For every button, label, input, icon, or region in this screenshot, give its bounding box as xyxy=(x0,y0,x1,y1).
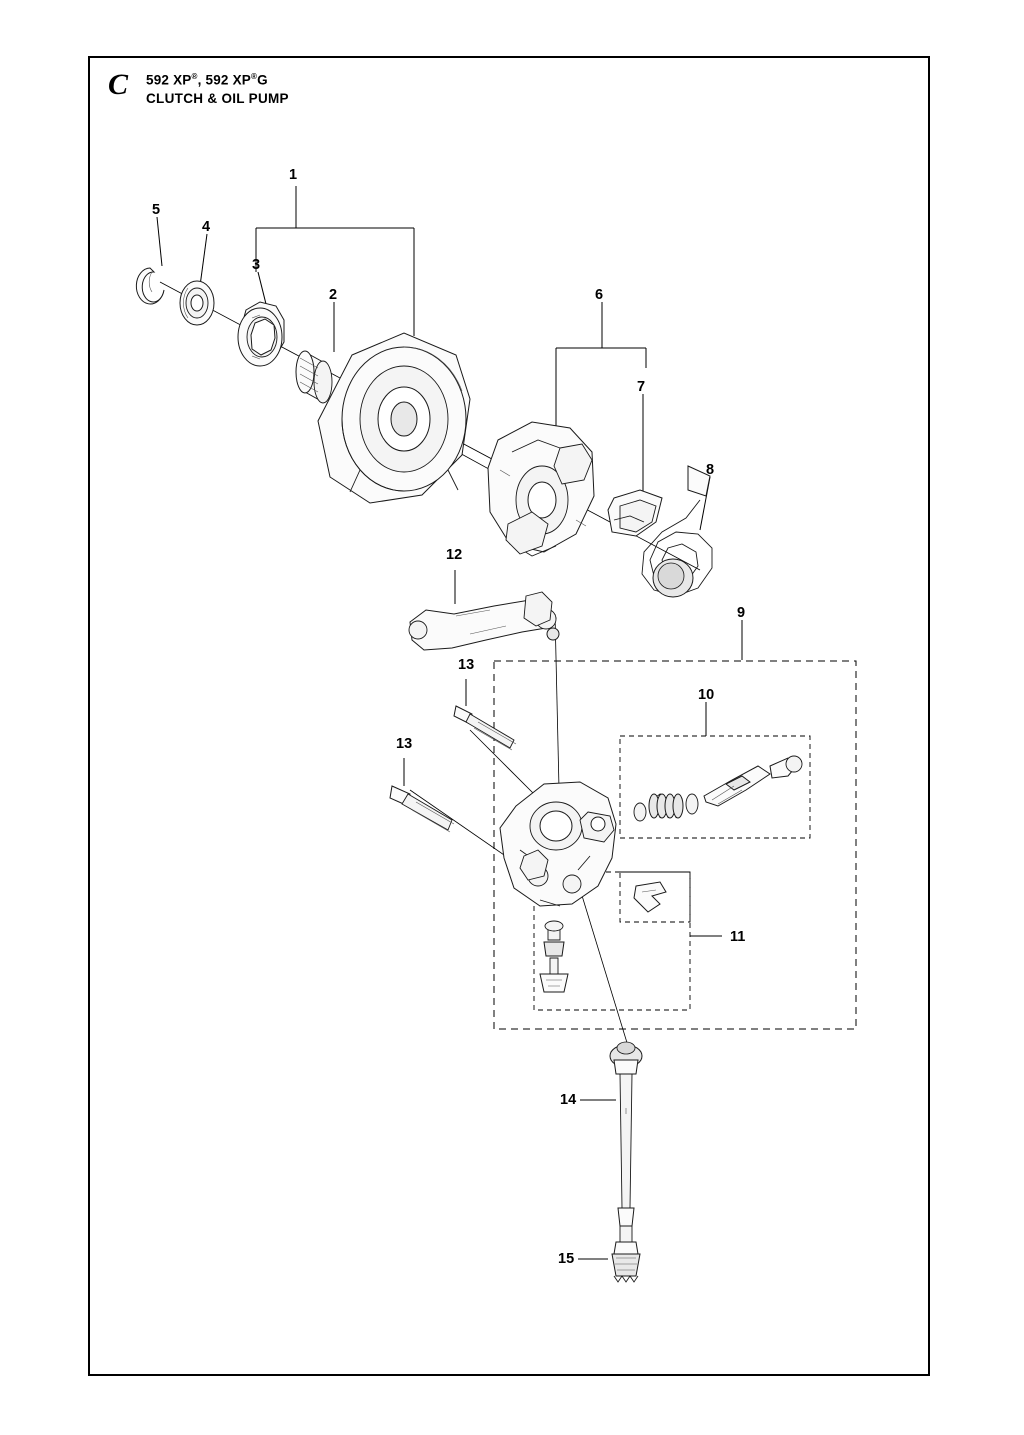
registered-mark-1: ® xyxy=(191,72,198,81)
callout-1: 1 xyxy=(289,167,298,183)
part-14-oil-hose xyxy=(610,1042,642,1242)
registered-mark-2: ® xyxy=(250,72,258,81)
callout-5: 5 xyxy=(152,202,161,218)
part-10-pump-plunger xyxy=(634,756,802,821)
callout-7: 7 xyxy=(637,379,646,395)
callout-14: 14 xyxy=(560,1092,577,1108)
part-7-clutch-shoe xyxy=(608,490,662,536)
part-3-rim-sprocket xyxy=(238,302,284,366)
callout-6: 6 xyxy=(595,287,604,303)
section-name: CLUTCH & OIL PUMP xyxy=(146,91,289,107)
group-10-box xyxy=(620,736,810,838)
section-letter: C xyxy=(108,68,128,101)
callout-4: 4 xyxy=(202,219,211,235)
part-8-clutch-spring xyxy=(642,466,712,597)
part-12-adjuster-lever xyxy=(409,592,559,650)
oil-pump-housing xyxy=(500,782,616,906)
callout-10: 10 xyxy=(698,687,715,703)
part-2-needle-bearing xyxy=(296,351,332,403)
callout-15: 15 xyxy=(558,1251,575,1267)
callout-12: 12 xyxy=(446,547,463,563)
callout-13-left: 13 xyxy=(396,736,413,752)
model-mid: , 592 XP xyxy=(197,72,251,88)
callout-2: 2 xyxy=(329,287,338,303)
part-15-oil-filter xyxy=(612,1242,640,1282)
callout-11: 11 xyxy=(730,929,746,945)
group-11-box-upper xyxy=(620,872,690,922)
callout-8: 8 xyxy=(706,462,715,478)
model-prefix: 592 XP xyxy=(146,72,192,88)
callout-3: 3 xyxy=(252,257,261,273)
part-4-washer xyxy=(180,281,214,325)
part-5-circlip xyxy=(136,268,164,304)
part-1-clutch-drum xyxy=(318,333,470,503)
part-6-clutch-assembly xyxy=(488,422,594,556)
part-13-screw-top xyxy=(454,706,516,750)
callout-13-top: 13 xyxy=(458,657,475,673)
model-suffix: G xyxy=(257,72,268,88)
part-13-screw-left xyxy=(390,786,454,832)
callout-9: 9 xyxy=(737,605,746,621)
